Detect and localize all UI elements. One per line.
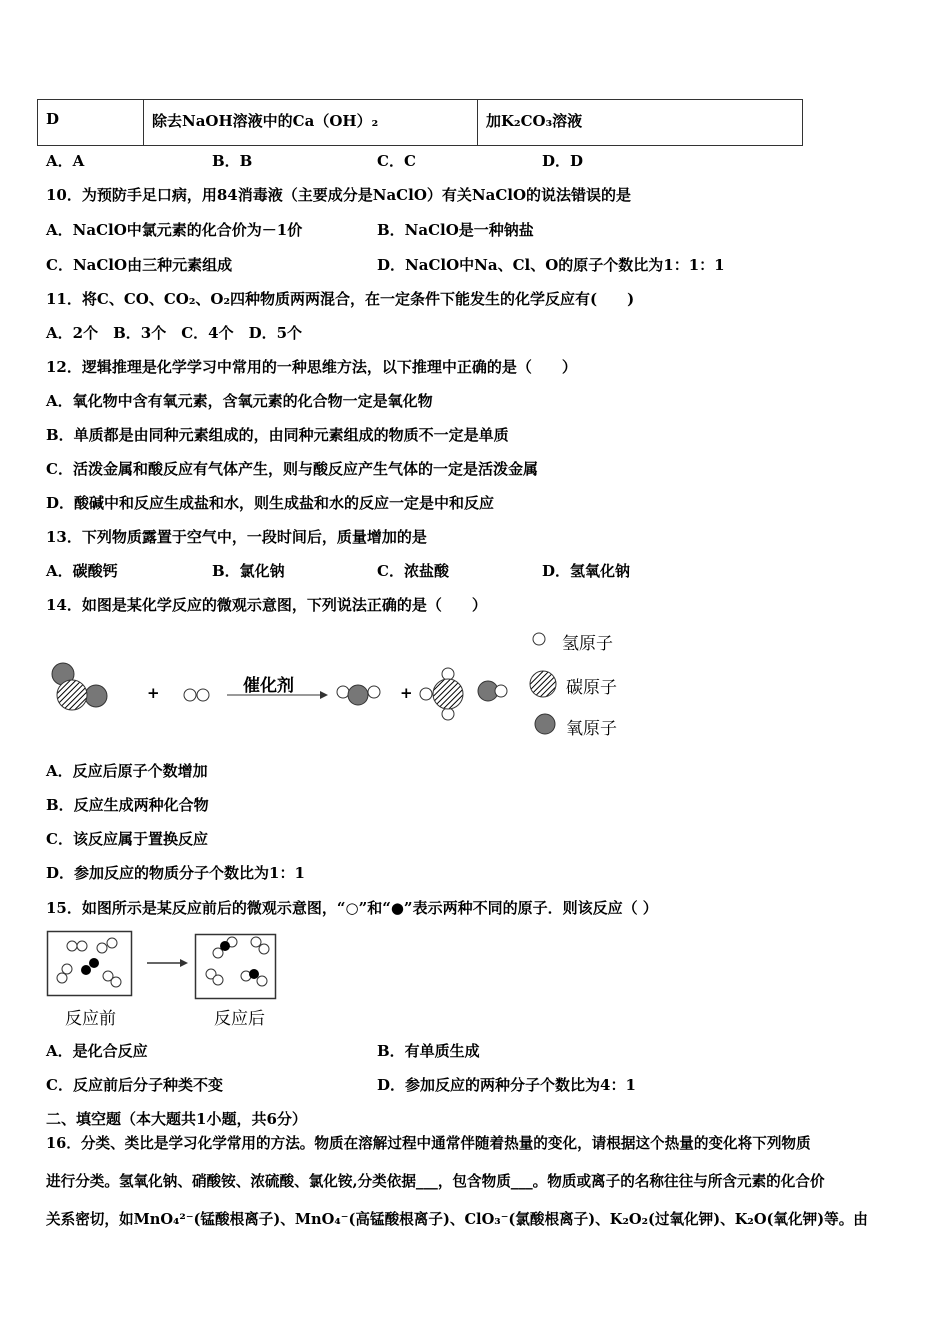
q16-line-3: 关系密切，如MnO₄²⁻(锰酸根离子)、MnO₄⁻(高锰酸根离子)、ClO₃⁻(氯酸根离子)、K₂O₂(过氧化钾)、K₂O(氧化钾)等。由 — [46, 1211, 868, 1228]
q9-option-b: B．B — [212, 152, 253, 170]
arrow-head-icon — [180, 959, 188, 967]
q12-option-d: D．酸碱中和反应生成盐和水，则生成盐和水的反应一定是中和反应 — [46, 494, 495, 512]
q15-option-b: B．有单质生成 — [377, 1042, 480, 1060]
table-row — [38, 100, 803, 146]
arrow-head-icon — [320, 691, 328, 699]
before-label: 反应前 — [65, 1009, 116, 1029]
after-label: 反应后 — [214, 1009, 265, 1029]
plus-sign-1: + — [147, 684, 160, 702]
q15-option-c: C．反应前后分子种类不变 — [46, 1076, 223, 1094]
q13-option-a: A．碳酸钙 — [46, 562, 118, 580]
q13-option-c: C．浓盐酸 — [377, 562, 449, 580]
q12-stem: 12．逻辑推理是化学学习中常用的一种思维方法，以下推理中正确的是（ ） — [46, 358, 577, 376]
q15-option-d: D．参加反应的两种分子个数比为4：1 — [377, 1076, 636, 1094]
options-table — [37, 99, 803, 146]
q10-option-b: B．NaClO是一种钠盐 — [377, 221, 534, 239]
q14-option-b: B．反应生成两种化合物 — [46, 796, 209, 814]
legend-carbon-label: 碳原子 — [566, 678, 617, 698]
q10-option-d: D．NaClO中Na、Cl、O的原子个数比为1：1：1 — [377, 256, 725, 274]
q10-option-c: C．NaClO由三种元素组成 — [46, 256, 233, 274]
oxygen-atom-icon — [535, 714, 555, 734]
q15-stem: 15．如图所示是某反应前后的微观示意图，“○”和“●”表示两种不同的原子．则该反应（ ） — [46, 899, 658, 917]
q9-option-d: D．D — [542, 152, 584, 170]
q11-options: A．2个 B．3个 C．4个 D．5个 — [46, 324, 303, 342]
section-heading: 二、填空题（本大题共1小题，共6分） — [46, 1110, 307, 1128]
table-cell-method: 加K₂CO₃溶液 — [478, 100, 803, 146]
q14-option-a: A．反应后原子个数增加 — [46, 762, 208, 780]
q15-reaction-diagram — [46, 930, 286, 1002]
hydrogen-atom-icon — [533, 633, 545, 645]
q14-option-c: C．该反应属于置换反应 — [46, 830, 208, 848]
catalyst-label: 催化剂 — [243, 676, 294, 696]
q11-stem: 11．将C、CO、CO₂、O₂四种物质两两混合，在一定条件下能发生的化学反应有( ) — [46, 290, 635, 308]
q16-line-2: 进行分类。氢氧化钠、硝酸铵、浓硫酸、氯化铵,分类依据___，包含物质___。物质或离子的名称往往与所含元素的化合价 — [46, 1173, 825, 1190]
product-ch3oh-molecule — [420, 668, 507, 720]
q16-line-1: 16．分类、类比是学习化学常用的方法。物质在溶解过程中通常伴随着热量的变化，请根据这个热量的变化将下列物质 — [46, 1135, 811, 1152]
legend-oxygen-label: 氧原子 — [566, 719, 617, 739]
product-h2o-molecule — [337, 685, 380, 705]
q9-option-a: A．A — [46, 152, 85, 170]
q10-option-a: A．NaClO中氯元素的化合价为－1价 — [46, 221, 303, 239]
q12-option-c: C．活泼金属和酸反应有气体产生，则与酸反应产生气体的一定是活泼金属 — [46, 460, 538, 478]
q9-option-c: C．C — [377, 152, 416, 170]
legend-hydrogen-label: 氢原子 — [562, 634, 613, 654]
legend — [530, 633, 556, 734]
table-cell-task: 除去NaOH溶液中的Ca（OH）₂ — [144, 100, 478, 146]
q12-option-b: B．单质都是由同种元素组成的，由同种元素组成的物质不一定是单质 — [46, 426, 509, 444]
q13-option-d: D．氢氧化钠 — [542, 562, 631, 580]
q13-option-b: B．氯化钠 — [212, 562, 285, 580]
q10-stem: 10．为预防手足口病，用84消毒液（主要成分是NaClO）有关NaClO的说法错误的是 — [46, 186, 632, 204]
table-cell-label: D — [38, 100, 144, 146]
carbon-atom-icon — [530, 671, 556, 697]
q14-stem: 14．如图是某化学反应的微观示意图，下列说法正确的是（ ） — [46, 596, 487, 614]
reactant-h2-molecule — [184, 689, 209, 701]
q12-option-a: A．氧化物中含有氧元素，含氧元素的化合物一定是氧化物 — [46, 392, 433, 410]
q14-option-d: D．参加反应的物质分子个数比为1：1 — [46, 864, 305, 882]
q15-option-a: A．是化合反应 — [46, 1042, 148, 1060]
plus-sign-2: + — [400, 684, 413, 702]
q13-stem: 13．下列物质露置于空气中，一段时间后，质量增加的是 — [46, 528, 427, 546]
reactant-co2-molecule — [52, 663, 107, 710]
